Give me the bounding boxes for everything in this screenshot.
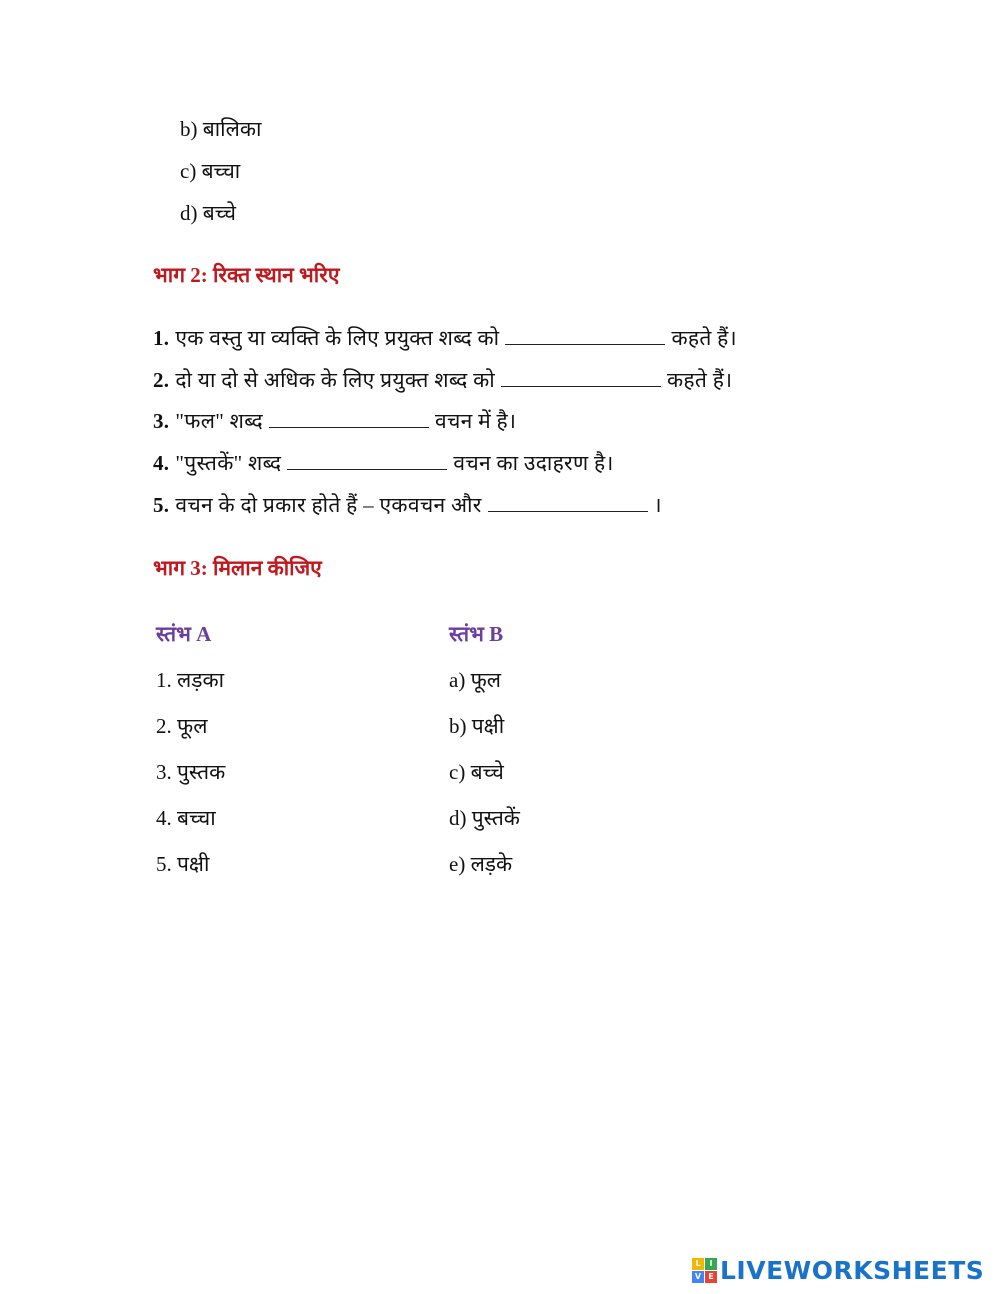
question-text-before: "फल" शब्द [175, 409, 264, 433]
question-number: 5. [153, 493, 170, 517]
column-b-item[interactable]: a) फूल [449, 668, 501, 692]
liveworksheets-logo [692, 1256, 984, 1284]
question-text-before: एक वस्तु या व्यक्ति के लिए प्रयुक्त शब्द को [175, 326, 500, 350]
question-number: 2. [153, 368, 170, 392]
question-4 [153, 451, 614, 475]
question-text-before: "पुस्तकें" शब्द [175, 451, 282, 475]
logo-mark-cell: E [705, 1271, 717, 1283]
question-number: 3. [153, 409, 170, 433]
logo-mark-icon [692, 1258, 717, 1283]
part3-heading: भाग 3: मिलान कीजिए [153, 556, 322, 580]
column-a-item[interactable]: 2. फूल [156, 714, 208, 738]
option-b: b) बालिका [180, 117, 262, 141]
question-text-after: कहते हैं। [671, 326, 737, 350]
question-text-after: कहते हैं। [667, 368, 733, 392]
logo-mark-cell: I [705, 1258, 717, 1270]
option-d: d) बच्चे [180, 201, 236, 225]
column-a-item[interactable]: 1. लड़का [156, 668, 225, 692]
question-text-before: वचन के दो प्रकार होते हैं – एकवचन और [175, 493, 482, 517]
option-c: c) बच्चा [180, 159, 241, 183]
column-a-item[interactable]: 3. पुस्तक [156, 760, 226, 784]
answer-blank-1[interactable] [505, 330, 665, 345]
answer-blank-2[interactable] [501, 372, 661, 387]
logo-text: LIVEWORKSHEETS [720, 1255, 985, 1285]
question-5 [153, 493, 662, 517]
question-text-after: वचन में है। [435, 409, 517, 433]
answer-blank-3[interactable] [269, 413, 429, 428]
column-b-item[interactable]: b) पक्षी [449, 714, 505, 738]
question-number: 4. [153, 451, 170, 475]
column-a-item[interactable]: 5. पक्षी [156, 852, 210, 876]
logo-mark-cell: V [692, 1271, 704, 1283]
question-text-before: दो या दो से अधिक के लिए प्रयुक्त शब्द को [175, 368, 495, 392]
answer-blank-4[interactable] [287, 455, 447, 470]
column-b-title: स्तंभ B [449, 622, 504, 646]
question-2 [153, 368, 732, 392]
column-a-item[interactable]: 4. बच्चा [156, 806, 216, 830]
question-text-after: वचन का उदाहरण है। [453, 451, 614, 475]
column-a-title: स्तंभ A [156, 622, 212, 646]
answer-blank-5[interactable] [488, 497, 648, 512]
part2-heading: भाग 2: रिक्त स्थान भरिए [153, 263, 340, 287]
question-3 [153, 409, 516, 433]
question-number: 1. [153, 326, 170, 350]
question-text-after: । [653, 493, 662, 517]
column-b-item[interactable]: c) बच्चे [449, 760, 504, 784]
question-1 [153, 326, 737, 350]
logo-mark-cell: L [692, 1258, 704, 1270]
column-b-item[interactable]: d) पुस्तकें [449, 806, 520, 830]
column-b-item[interactable]: e) लड़के [449, 852, 513, 876]
